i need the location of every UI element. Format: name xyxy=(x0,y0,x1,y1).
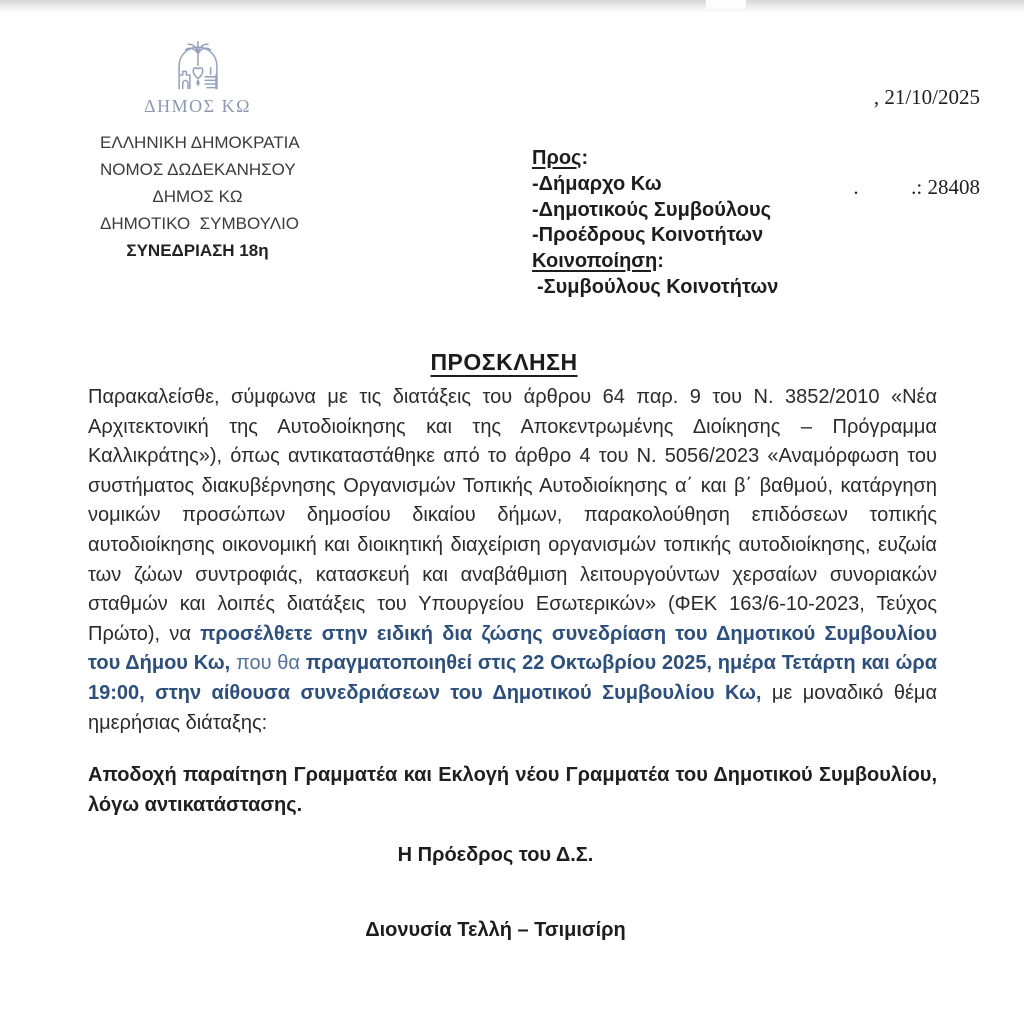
signature-role: Η Πρόεδρος του Δ.Σ. xyxy=(397,844,594,866)
scan-edge-notch xyxy=(706,0,746,9)
body-legal-preamble: Παρακαλείσθε, σύμφωνα με τις διατάξεις του άρθρου 64 παρ. 9 του Ν. 3852/2010 «Νέα Αρχιτεκτονική της Αυτοδιοίκησης και της Αποκεντρωμένης Διοίκησης – Πρόγραμμα Καλλικράτης»), όπως αντικαταστάθηκε από το άρθρο 4 του Ν. 5056/2023 «Αναμόρφωση του συστήματος διακυβέρνησης Οργανισμών Τοπικής Αυτοδιοίκησης α΄ και β΄ βαθμού, κατάργηση νομικών προσώπων δημοσίου δικαίου δήμων, παρακολούθηση επιδόσεων τοπικής αυτοδιοίκησης οικονομική και διοικητική διαχείριση οργανισμών τοπικής αυτοδιοίκησης, ευζωία των ζώων συντροφιάς, κατασκευή και αναβάθμιση λειτουργούντων χερσαίων συνοριακών σταθμών και λοιπές διατάξεις του Υπουργείου Εσωτερικών» (ΦΕΚ 163/6-10-2023, Τεύχος Πρώτο), να xyxy=(88,386,937,645)
body-connector-blue: που θα xyxy=(235,652,306,675)
issuer-header xyxy=(100,38,300,264)
org-line-council: ΔΗΜΟΤΙΚΟ ΣΥΜΒΟΥΛΙΟ xyxy=(100,214,300,233)
logo-caption: ΔΗΜΟΣ ΚΩ xyxy=(144,96,251,116)
reference-block xyxy=(853,22,980,262)
session-number: ΣΥΝΕΔΡΙΑΣΗ 18η xyxy=(126,241,269,260)
body-paragraph xyxy=(88,383,937,738)
org-line-municipality: ΔΗΜΟΣ ΚΩ xyxy=(152,187,243,206)
to-item-community-presidents: -Προέδρους Κοινοτήτων xyxy=(532,224,764,247)
body-session-datetime-bold: πραγματοποιηθεί στις 22 Οκτωβρίου 2025, ημέρα Τετάρτη και ώρα 19:00, στην αίθουσα συνεδριάσεων του Δημοτικού Συμβουλίου Κω, xyxy=(88,652,938,704)
body-session-call-bold: προσέλθετε στην ειδική δια ζώσης συνεδρίαση του Δημοτικού Συμβουλίου του Δήμου Κω, xyxy=(88,622,937,675)
body-closing: με μοναδικό θέμα ημερήσιας διάταξης: xyxy=(88,681,938,734)
to-label xyxy=(532,146,778,172)
municipality-of-kos-logo-icon xyxy=(171,38,225,94)
document-title: ΠΡΟΣΚΛΗΣΗ xyxy=(430,349,578,375)
signature-name: Διονυσία Τελλή – Τσιμισίρη xyxy=(365,919,626,941)
cc-label-colon: : xyxy=(657,250,664,273)
cc-item-community-councillors: -Συμβούλους Κοινοτήτων xyxy=(537,275,779,298)
recipients-block xyxy=(532,146,778,301)
cc-label-word: Κοινοποίηση xyxy=(532,250,658,273)
logo-container xyxy=(100,38,295,96)
cc-label xyxy=(532,249,778,275)
to-label-colon: : xyxy=(581,147,589,169)
agenda-item: Αποδοχή παραίτηση Γραμματέα και Εκλογή νέου Γραμματέα του Δημοτικού Συμβουλίου, λόγω αντικατάστασης. xyxy=(88,764,937,816)
to-item-mayor: -Δήμαρχο Κω xyxy=(532,172,662,195)
scan-edge-artifact xyxy=(0,0,1024,13)
org-line-prefecture: ΝΟΜΟΣ ΔΩΔΕΚΑΝΗΣΟΥ xyxy=(100,160,296,179)
to-item-councillors: -Δημοτικούς Συμβούλους xyxy=(532,198,772,221)
org-line-republic: ΕΛΛΗΝΙΚΗ ΔΗΜΟΚΡΑΤΙΑ xyxy=(100,133,300,152)
to-label-word: Προς xyxy=(532,147,582,169)
document-date: , 21/10/2025 xyxy=(873,85,980,109)
protocol-number: . .: 28408 xyxy=(853,175,980,199)
